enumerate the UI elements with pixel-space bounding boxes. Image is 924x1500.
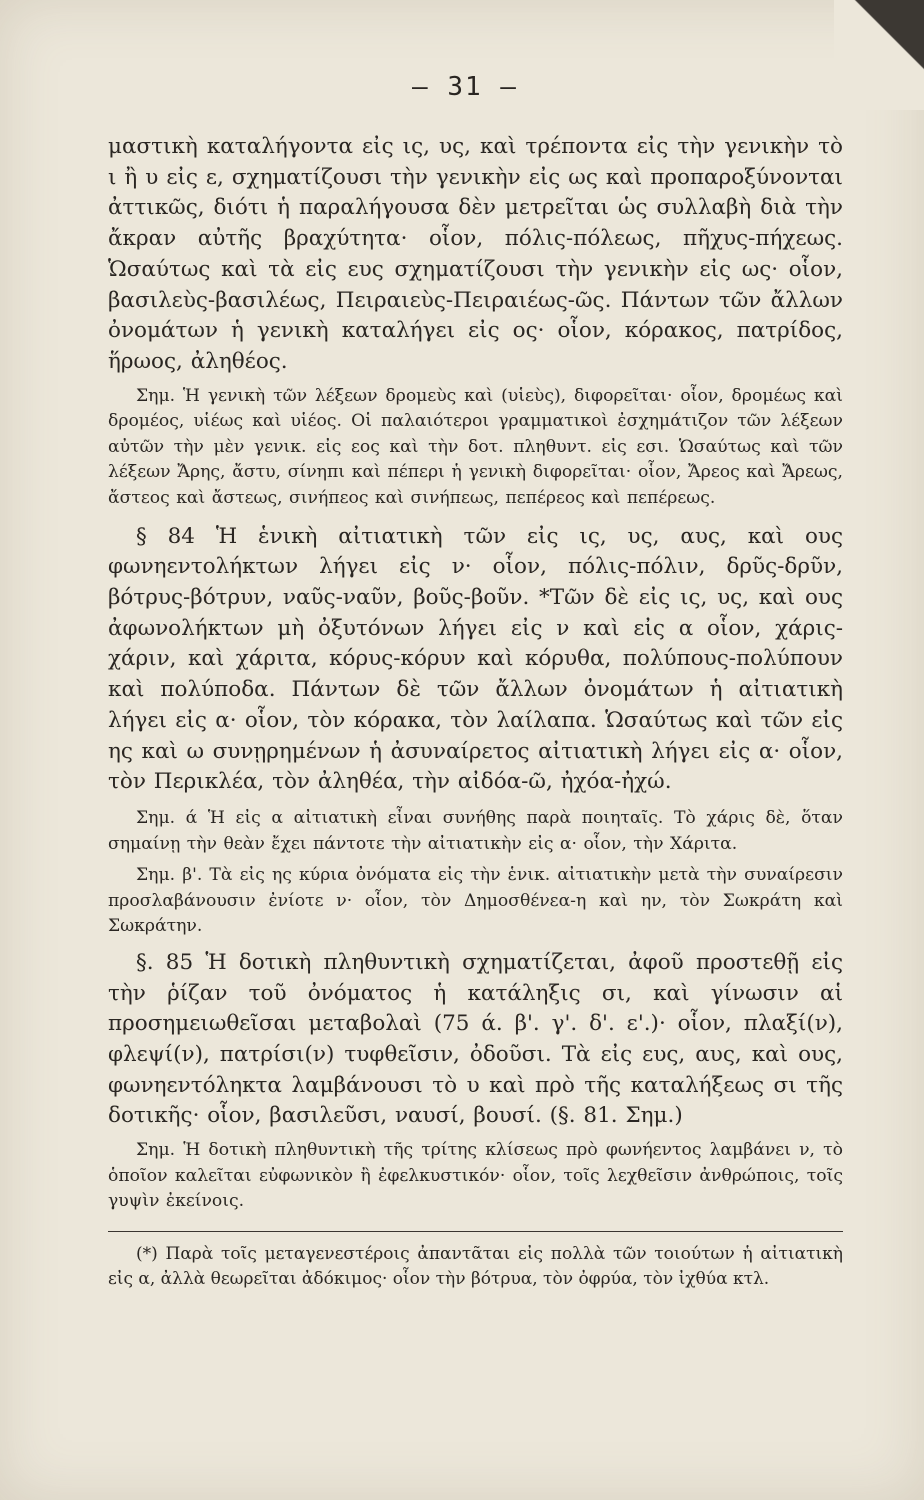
- note-genitive: Σημ. Ἡ γενικὴ τῶν λέξεων δρομεὺς καὶ (υἱεὺς), διφορεῖται· οἷον, δρομέως καὶ δρομέος, υἱέως καὶ υἱέος. Οἱ παλαιότεροι γραμματικοὶ ἐσχημάτιζον τῶν λέξεων αὐτῶν τὴν μὲν γενικ. εἰς εος καὶ τὴν δοτ. πληθυντ. εἰς εσι. Ὡσαύτως καὶ τῶν λέξεων Ἄρης, ἄστυ, σίνηπι καὶ πέπερι ἡ γενικὴ διφορεῖται· οἷον, Ἄρεος καὶ Ἄρεως, ἄστεος καὶ ἄστεως, σινήπεος καὶ σινήπεως, πεπέρεος καὶ πεπέρεως.: [108, 385, 843, 508]
- page-number: — 31 —: [412, 72, 518, 102]
- footnote: (*) Παρὰ τοῖς μεταγενεστέροις ἀπαντᾶται εἰς πολλὰ τῶν τοιούτων ἡ αἰτιατικὴ εἰς α, ἀλλὰ θεωρεῖται ἀδόκιμος· οἷον τὴν βότρυα, τὸν ὀφρύα, τὸν ἰχθύα κτλ.: [108, 1243, 843, 1289]
- paragraph-section-85: §. 85 Ἡ δοτικὴ πληθυντικὴ σχηματίζεται, ἀφοῦ προστεθῇ εἰς τὴν ῥίζαν τοῦ ὀνόματος ἡ κατάληξις σι, καὶ γίνωσιν αἱ προσημειωθεῖσαι μεταβολαὶ (75 ά. β'. γ'. δ'. ε'.)· οἷον, πλαξί(ν), φλεψί(ν), πατρίσι(ν) τυφθεῖσιν, ὀδοῦσι. Τὰ εἰς ευς, αυς, καὶ ους, φωνηεντόληκτα λαμβάνουσι τὸ υ καὶ πρὸ τῆς καταλήξεως σι τῆς δοτικῆς· οἷον, βασιλεῦσι, ναυσί, βουσί. (§. 81. Σημ.): [108, 949, 843, 1129]
- note-dative: Σημ. Ἡ δοτικὴ πληθυντικὴ τῆς τρίτης κλίσεως πρὸ φωνήεντος λαμβάνει ν, τὸ ὁποῖον καλεῖται εὐφωνικὸν ἢ ἐφελκυστικόν· οἷον, τοῖς λεχθεῖσιν ἀνθρώποις, τοῖς γυψὶν ἐκείνοις.: [108, 1140, 843, 1212]
- paragraph-genitive: μαστικὴ καταλήγοντα εἰς ις, υς, καὶ τρέποντα εἰς τὴν γενικὴν τὸ ι ἢ υ εἰς ε, σχηματίζουσι τὴν γενικὴν εἰς ως καὶ προπαροξύνονται ἀττικῶς, διότι ἡ παραλήγουσα δὲν μετρεῖται ὡς συλλαβὴ διὰ τὴν ἄκραν αὐτῆς βραχύτητα· οἷον, πόλις-πόλεως, πῆχυς-πήχεως. Ὡσαύτως καὶ τὰ εἰς ευς σχηματίζουσι τὴν γενικὴν εἰς ως· οἷον, βασιλεὺς-βασιλέως, Πειραιεὺς-Πειραιέως-ῶς. Πάντων τῶν ἄλλων ὀνομάτων ἡ γενικὴ καταλήγει εἰς ος· οἷον, κόρακος, πατρίδος, ἥρωος, ἀληθέος.: [108, 134, 843, 374]
- paragraph-section-84: § 84 Ἡ ἑνικὴ αἰτιατικὴ τῶν εἰς ις, υς, αυς, καὶ ους φωνηεντολήκτων λήγει εἰς ν· οἷον, πόλις-πόλιν, δρῦς-δρῦν, βότρυς-βότρυν, ναῦς-ναῦν, βοῦς-βοῦν. *Τῶν δὲ εἰς ις, υς, καὶ ους ἀφωνολήκτων μὴ ὀξυτόνων λήγει εἰς ν καὶ εἰς α οἷον, χάρις-χάριν, καὶ χάριτα, κόρυς-κόρυν καὶ κόρυθα, πολύπους-πολύπουν καὶ πολύποδα. Πάντων δὲ τῶν ἄλλων ὀνομάτων ἡ αἰτιατικὴ λήγει εἰς α· οἷον, τὸν κόρακα, τὸν λαίλαπα. Ὡσαύτως καὶ τῶν εἰς ης καὶ ω συνῃρημένων ἡ ἀσυναίρετος αἰτιατικὴ λήγει εἰς α· οἷον, τὸν Περικλέα, τὸν ἀληθέα, τὴν αἰδόα-ῶ, ἠχόα-ἠχώ.: [108, 523, 843, 795]
- note-b: Σημ. β'. Τὰ εἰς ης κύρια ὀνόματα εἰς τὴν ἑνικ. αἰτιατικὴν μετὰ τὴν συναίρεσιν προσλαβάνουσιν ἐνίοτε ν· οἷον, τὸν Δημοσθένεα-η καὶ ην, τὸν Σωκράτη καὶ Σωκράτην.: [108, 865, 843, 937]
- note-a: Σημ. ά Ἡ εἰς α αἰτιατικὴ εἶναι συνήθης παρὰ ποιηταῖς. Τὸ χάρις δὲ, ὅταν σημαίνῃ τὴν θεὰν ἔχει πάντοτε τὴν αἰτιατικὴν εἰς α· οἷον, τὴν Χάριτα.: [108, 807, 843, 854]
- main-text-block: [108, 132, 843, 1292]
- torn-corner: [834, 0, 924, 110]
